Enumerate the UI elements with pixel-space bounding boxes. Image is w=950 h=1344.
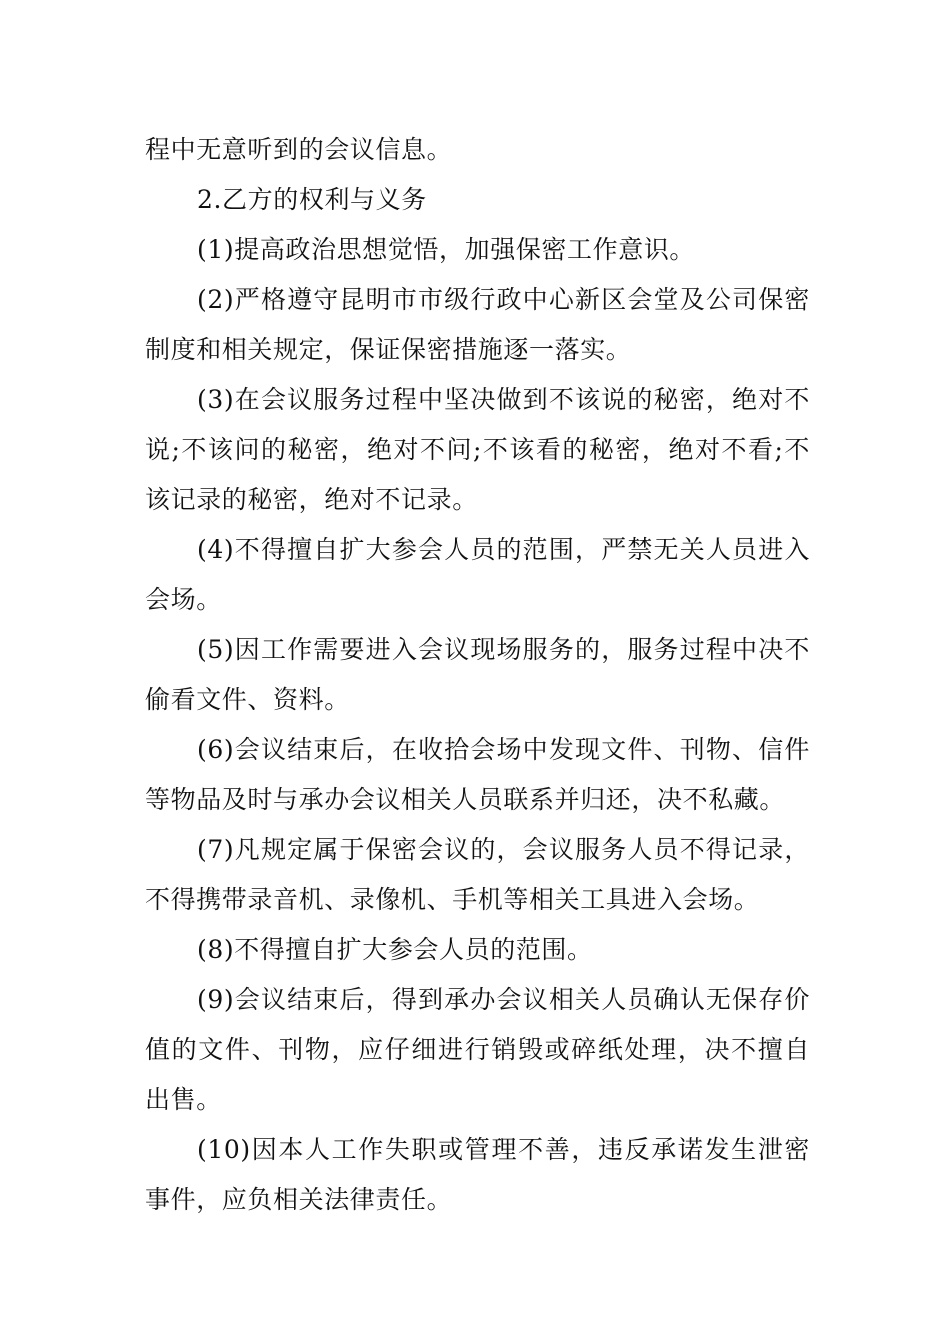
- list-item-9: (9)会议结束后，得到承办会议相关人员确认无保存价值的文件、刊物，应仔细进行销毁或碎纸处理，决不擅自出售。: [145, 985, 810, 1114]
- list-item-5: (5)因工作需要进入会议现场服务的，服务过程中决不偷看文件、资料。: [145, 635, 810, 714]
- document-body: [145, 125, 810, 1225]
- list-item-2: (2)严格遵守昆明市市级行政中心新区会堂及公司保密制度和相关规定，保证保密措施逐一落实。: [145, 285, 810, 364]
- list-item-6: (6)会议结束后，在收拾会场中发现文件、刊物、信件等物品及时与承办会议相关人员联系并归还，决不私藏。: [145, 735, 810, 814]
- list-item-10: (10)因本人工作失职或管理不善，违反承诺发生泄密事件，应负相关法律责任。: [145, 1135, 810, 1214]
- section-heading-party-b-rights: 2.乙方的权利与义务: [197, 185, 427, 214]
- list-item-1: (1)提高政治思想觉悟，加强保密工作意识。: [197, 235, 696, 264]
- paragraph-continuation: 程中无意听到的会议信息。: [145, 135, 453, 164]
- list-item-3: (3)在会议服务过程中坚决做到不该说的秘密，绝对不说;不该问的秘密，绝对不问;不该看的秘密，绝对不看;不该记录的秘密，绝对不记录。: [145, 385, 810, 514]
- list-item-4: (4)不得擅自扩大参会人员的范围，严禁无关人员进入会场。: [145, 535, 810, 614]
- list-item-8: (8)不得擅自扩大参会人员的范围。: [197, 935, 593, 964]
- list-item-7: (7)凡规定属于保密会议的，会议服务人员不得记录，不得携带录音机、录像机、手机等相关工具进入会场。: [145, 835, 810, 914]
